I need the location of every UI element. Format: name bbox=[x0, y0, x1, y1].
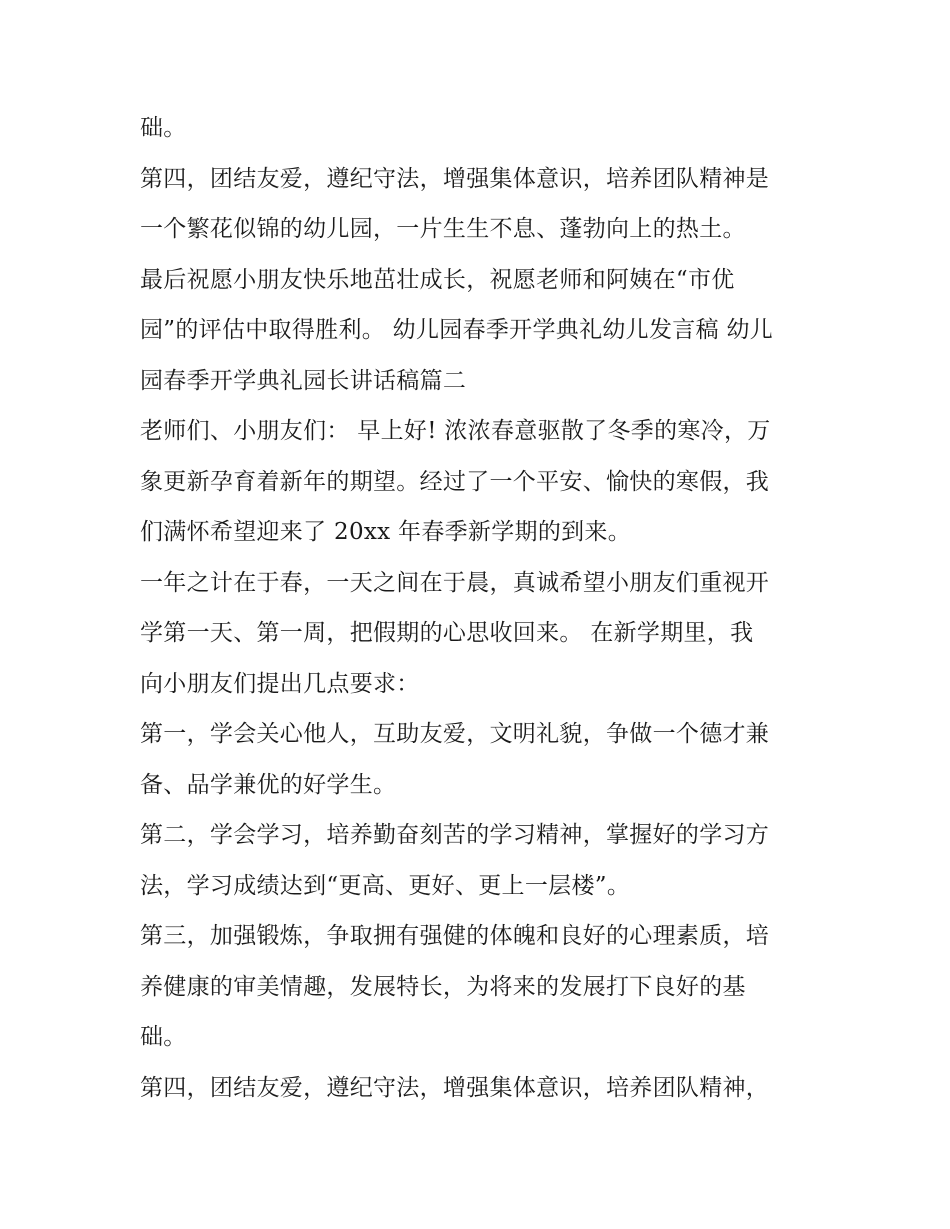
text-line: 象更新孕育着新年的期望。经过了一个平安、愉快的寒假，我 bbox=[140, 468, 770, 495]
text-line: 第二，学会学习，培养勤奋刻苦的学习精神，掌握好的学习方 bbox=[140, 822, 770, 848]
text-line: 一年之计在于春，一天之间在于晨，真诚希望小朋友们重视开 bbox=[140, 569, 770, 596]
text-line: 园春季开学典礼园长讲话稿篇二 bbox=[140, 367, 467, 394]
text-line: 老师们、小朋友们： 早上好! 浓浓春意驱散了冬季的寒冷，万 bbox=[140, 418, 771, 444]
text-line: 养健康的审美情趣，发展特长，为将来的发展打下良好的基 bbox=[140, 973, 746, 1000]
body-text bbox=[140, 103, 830, 1113]
text-line: 学第一天、第一周，把假期的心思收回来。 在新学期里，我 bbox=[140, 620, 754, 646]
text-line: 们满怀希望迎来了 20xx 年春季新学期的到来。 bbox=[140, 519, 632, 545]
text-line: 础。 bbox=[140, 1024, 187, 1050]
text-line: 法，学习成绩达到“更高、更好、更上一层楼”。 bbox=[140, 872, 631, 899]
text-line: 第三，加强锻炼，争取拥有强健的体魄和良好的心理素质，培 bbox=[140, 923, 770, 949]
text-line: 第一，学会关心他人，互助友爱，文明礼貌，争做一个德才兼 bbox=[140, 721, 770, 747]
text-line: 础。 bbox=[140, 115, 187, 141]
text-line: 第四，团结友爱，遵纪守法，增强集体意识，培养团队精神， bbox=[140, 1074, 770, 1101]
text-line: 第四，团结友爱，遵纪守法，增强集体意识，培养团队精神是 bbox=[140, 165, 770, 192]
text-line: 园”的评估中取得胜利。 幼儿园春季开学典礼幼儿发言稿 幼儿 bbox=[140, 317, 774, 343]
text-line: 向小朋友们提出几点要求： bbox=[140, 670, 420, 697]
text-line: 最后祝愿小朋友快乐地茁壮成长，祝愿老师和阿姨在“市优 bbox=[140, 266, 735, 293]
text-line: 备、品学兼优的好学生。 bbox=[140, 771, 397, 798]
text-line: 一个繁花似锦的幼儿园，一片生生不息、蓬勃向上的热土。 bbox=[140, 216, 746, 242]
